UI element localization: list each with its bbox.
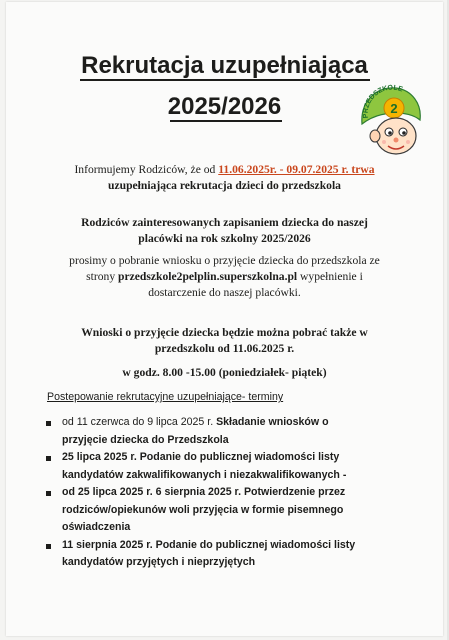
title-line-1: Rekrutacja uzupełniająca <box>81 52 368 79</box>
forms-line-2: przedszkolu od 11.06.2025 r. <box>154 342 295 355</box>
schedule-list <box>46 414 406 572</box>
logo-text: PRZEDSZKOLE <box>362 84 404 119</box>
intro-line-1: Informujemy Rodziców, że od 11.06.2025r. - 09.07.2025 r. trwa <box>74 163 375 176</box>
bullet-icon <box>46 456 51 461</box>
website-link[interactable]: przedszkole2pelplin.superszkolna.pl <box>118 270 298 283</box>
list-item: od 25 lipca 2025 r. 6 sierpnia 2025 r. Potwierdzenie przez rodziców/opiekunów woli przyjęcia w formie pisemnego oświadczenia <box>46 484 406 537</box>
request-line-1: prosimy o pobranie wniosku o przyjęcie dziecka do przedszkola ze <box>69 254 380 267</box>
request-line-2: strony przedszkole2pelplin.superszkolna.pl wypełnienie i <box>86 270 363 283</box>
kindergarten-logo <box>356 80 426 162</box>
bullet-icon <box>46 544 51 549</box>
list-item: 25 lipca 2025 r. Podanie do publicznej wiadomości listy kandydatów zakwalifikowanych i niezakwalifikowanych - <box>46 449 406 484</box>
list-item: od 11 czerwca do 9 lipca 2025 r. Składanie wniosków o przyjęcie dziecka do Przedszkola <box>46 414 406 449</box>
forms-line-1: Wnioski o przyjęcie dziecka będzie można pobrać także w <box>81 326 368 339</box>
bullet-icon <box>46 421 51 426</box>
schedule-heading: Postepowanie rekrutacyjne uzupełniające- terminy <box>47 391 284 403</box>
parents-line-1: Rodziców zainteresowanych zapisaniem dziecka do naszej <box>81 216 368 229</box>
title-underline-2 <box>170 120 282 122</box>
list-item: 11 sierpnia 2025 r. Podanie do publicznej wiadomości listy kandydatów przyjętych i nieprzyjętych <box>46 537 406 572</box>
logo-number: 2 <box>390 101 398 116</box>
request-line-3: dostarczenie do naszej placówki. <box>148 286 301 299</box>
parents-line-2: placówki na rok szkolny 2025/2026 <box>138 232 311 245</box>
intro-line-2: uzupełniająca rekrutacja dzieci do przedszkola <box>108 179 341 192</box>
bullet-icon <box>46 491 51 496</box>
title-line-2: 2025/2026 <box>167 93 282 120</box>
recruitment-dates: 11.06.2025r. - 09.07.2025 r. trwa <box>218 163 375 176</box>
title-underline-1 <box>80 79 370 81</box>
office-hours: w godz. 8.00 -15.00 (poniedziałek- piątek) <box>122 366 327 379</box>
